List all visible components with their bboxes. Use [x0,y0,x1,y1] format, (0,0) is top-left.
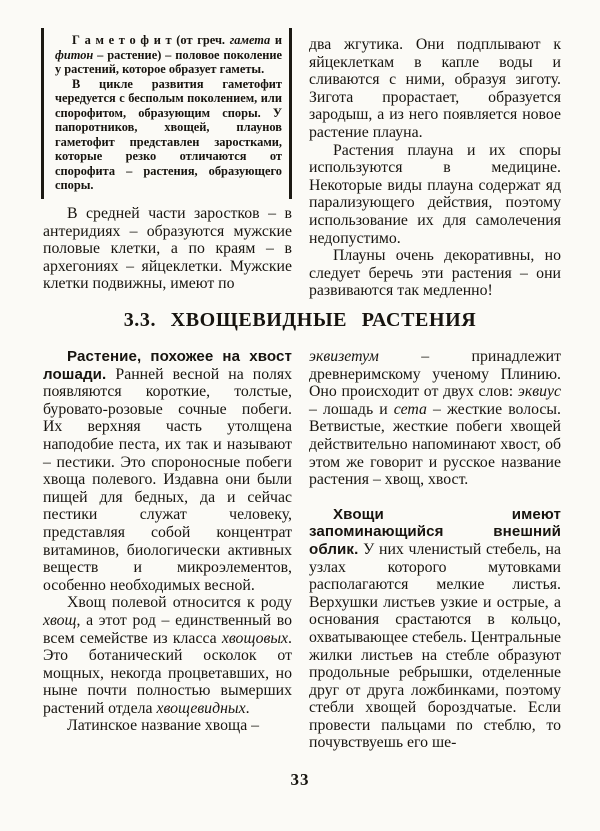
body-paragraph: два жгутика. Они подплывают к яйцеклеткам в капле воды и сливаются с ними, образуя зиготу. Зигота прорастает, образуется зародыш, а из него появляется новое растение плауна. [309,36,561,141]
body-paragraph: Плауны очень декоративны, но следует беречь эти растения – они развиваются так медленно! [309,247,561,300]
bottom-right-column [309,348,561,752]
body-paragraph: Растения плауна и их споры используются в медицине. Некоторые виды плауна содержат яд парализующего действия, поэтому использование их для самолечения недопустимо. [309,141,561,247]
body-paragraph: Хвощи имеют запоминающийся внешний облик. У них членистый стебель, на узлах которого мутовками располагаются мелкие листья. Верхушки листьев узкие и острые, а основания срастаются в кольцо, охватывающее стебель. Центральные жилки листьев на стебле образуют продольные ребрышки, отделенные друг от друга ложбинками, поэтому стебли хвощей бороздчатые. Если провести пальцами по стеблю, то почувствуешь его ше- [309,505,561,752]
body-paragraph: Хвощ полевой относится к роду хвощ, а этот род – единственный во всем семействе из класса хвощовых. Это ботанический осколок от мощных, некогда процветавших, но ныне почти полностью вымерших растений отдела хвощевидных. [43,594,292,717]
body-paragraph: Растение, похожее на хвост лошади. Ранней весной на полях появляются короткие, толстые, буровато-розовые сочные побеги. Их верхняя часть утолщена наподобие песта, их так и называют – пестики. Это спороносные побеги хвоща полевого. Издавна они были пищей для бедных, да и сейчас пестики служат человеку, представляя собой концентрат витаминов, биологически активных веществ и микроэлементов, особенно необходимых весной. [43,348,292,594]
section-heading: 3.3. ХВОЩЕВИДНЫЕ РАСТЕНИЯ [123,309,477,331]
definition-paragraph: В цикле развития гаметофит чередуется с бесполым поколением, или спорофитом, образующим споры. У папоротников, хвощей, плаунов гаметофит представлен заростками, которые резко отличаются от спорофита – растения, образующего споры. [55,76,282,192]
top-left-column [43,205,292,293]
body-paragraph: эквизетум – принадлежит древнеримскому ученому Плинию. Оно происходит от двух слов: эквиус – лошадь и сета – жесткие волосы. Ветвистые, жесткие побеги хвощей действительно напоминают хвост, об этом же говорит и русское название растения – хвощ, хвост. [309,348,561,489]
page-number: 33 [290,770,310,789]
top-right-column [309,36,561,300]
definition-box [41,28,292,199]
bottom-left-column [43,348,292,735]
body-paragraph: В средней части заростков – в антеридиях – образуются мужские половые клетки, а по краям – в архегониях – яйцеклетки. Мужские клетки подвижны, имеют по [43,205,292,293]
body-paragraph: Латинское название хвоща – [67,717,260,735]
definition-paragraph: Г а м е т о ф и т (от греч. гамета и фитон – растение) – половое поколение у растений, которое образует гаметы. [55,33,282,76]
